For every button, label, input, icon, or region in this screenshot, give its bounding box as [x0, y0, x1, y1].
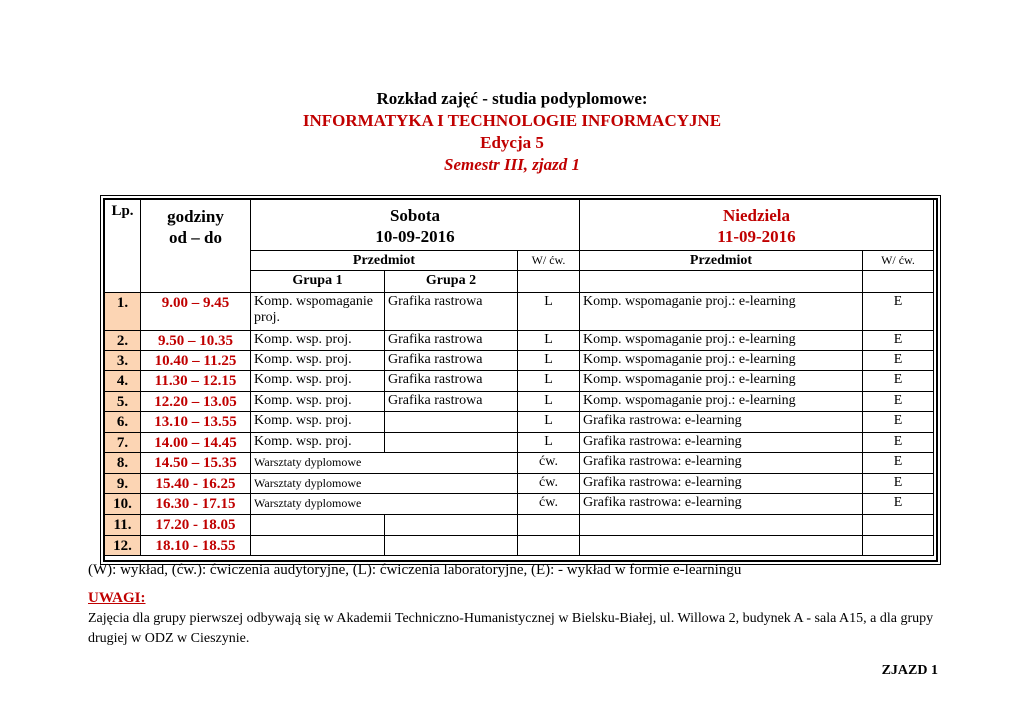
sunday-subject: Grafika rastrowa: e-learning: [580, 412, 863, 433]
hours-header-line-2: od – do: [169, 228, 222, 247]
sunday-type: E: [863, 293, 934, 331]
sunday-subject-header: Przedmiot: [580, 251, 863, 271]
saturday-subject-header: Przedmiot: [251, 251, 518, 271]
sunday-type: E: [863, 453, 934, 474]
group-1-header: Grupa 1: [251, 271, 385, 293]
saturday-type: L: [518, 392, 580, 412]
sunday-label: Niedziela: [722, 206, 791, 225]
saturday-label: Sobota: [389, 206, 441, 225]
footer-zjazd: ZJAZD 1: [881, 663, 938, 678]
row-number: 7.: [105, 433, 141, 453]
sunday-type-header: W/ ćw.: [863, 251, 934, 271]
group-1-subject: Komp. wsp. proj.: [251, 433, 385, 453]
row-hours: 13.10 – 13.55: [141, 412, 251, 433]
saturday-type: [518, 536, 580, 556]
sunday-type: [863, 515, 934, 536]
saturday-type: L: [518, 331, 580, 351]
group-1-subject: [251, 536, 385, 556]
row-hours: 17.20 - 18.05: [141, 515, 251, 536]
sunday-subject: Komp. wspomaganie proj.: e-learning: [580, 392, 863, 412]
row-hours: 12.20 – 13.05: [141, 392, 251, 412]
hours-header: [141, 200, 251, 293]
row-number: 6.: [105, 412, 141, 433]
sunday-type: E: [863, 351, 934, 371]
row-hours: 10.40 – 11.25: [141, 351, 251, 371]
saturday-type: L: [518, 351, 580, 371]
sunday-subject: Komp. wspomaganie proj.: e-learning: [580, 293, 863, 331]
sunday-type: E: [863, 433, 934, 453]
row-hours: 11.30 – 12.15: [141, 371, 251, 392]
sunday-subject: Komp. wspomaganie proj.: e-learning: [580, 351, 863, 371]
merged-subject: Warsztaty dyplomowe: [251, 494, 518, 515]
lp-header: Lp.: [105, 200, 141, 293]
sunday-header: [580, 200, 934, 251]
row-number: 5.: [105, 392, 141, 412]
saturday-type: L: [518, 412, 580, 433]
saturday-header: [251, 200, 580, 251]
uwagi-label: UWAGI:: [88, 590, 146, 606]
sunday-subject: Grafika rastrowa: e-learning: [580, 433, 863, 453]
row-hours: 16.30 - 17.15: [141, 494, 251, 515]
title-semester: Semestr III, zjazd 1: [443, 155, 581, 174]
group-1-subject: Komp. wsp. proj.: [251, 371, 385, 392]
sunday-subject: Komp. wspomaganie proj.: e-learning: [580, 331, 863, 351]
sunday-type: E: [863, 371, 934, 392]
row-hours: 18.10 - 18.55: [141, 536, 251, 556]
sunday-type: E: [863, 392, 934, 412]
title-program: INFORMATYKA I TECHNOLOGIE INFORMACYJNE: [302, 111, 722, 130]
saturday-type: ćw.: [518, 494, 580, 515]
row-hours: 15.40 - 16.25: [141, 474, 251, 494]
saturday-type: ćw.: [518, 453, 580, 474]
legend: (W): wykład, (ćw.): ćwiczenia audytoryjne, (L): ćwiczenia laboratoryjne, (E): - wykład w formie e-learningu: [88, 562, 742, 578]
row-number: 9.: [105, 474, 141, 494]
saturday-type-header: W/ ćw.: [518, 251, 580, 271]
schedule-table: [103, 198, 938, 562]
group-1-subject: Komp. wspomaganie proj.: [251, 293, 385, 331]
sunday-type: E: [863, 494, 934, 515]
row-number: 3.: [105, 351, 141, 371]
group-1-subject: Komp. wsp. proj.: [251, 392, 385, 412]
sunday-subject: [580, 536, 863, 556]
sunday-type: E: [863, 412, 934, 433]
saturday-type: L: [518, 433, 580, 453]
row-hours: 14.50 – 15.35: [141, 453, 251, 474]
sunday-subject: Grafika rastrowa: e-learning: [580, 453, 863, 474]
sunday-date: 11-09-2016: [717, 227, 796, 246]
sunday-subject: Komp. wspomaganie proj.: e-learning: [580, 371, 863, 392]
row-number: 1.: [105, 293, 141, 331]
group-2-subject: Grafika rastrowa: [385, 392, 518, 412]
row-number: 2.: [105, 331, 141, 351]
empty-cell: [580, 271, 863, 293]
group-1-subject: [251, 515, 385, 536]
sunday-subject: Grafika rastrowa: e-learning: [580, 494, 863, 515]
saturday-type: [518, 515, 580, 536]
sunday-type: [863, 536, 934, 556]
group-2-subject: [385, 536, 518, 556]
group-2-subject: [385, 433, 518, 453]
row-number: 4.: [105, 371, 141, 392]
row-hours: 14.00 – 14.45: [141, 433, 251, 453]
row-number: 11.: [105, 515, 141, 536]
row-number: 10.: [105, 494, 141, 515]
group-2-header: Grupa 2: [385, 271, 518, 293]
group-2-subject: Grafika rastrowa: [385, 331, 518, 351]
sunday-subject: Grafika rastrowa: e-learning: [580, 474, 863, 494]
sunday-type: E: [863, 474, 934, 494]
saturday-type: L: [518, 293, 580, 331]
row-hours: 9.50 – 10.35: [141, 331, 251, 351]
group-1-subject: Komp. wsp. proj.: [251, 351, 385, 371]
sunday-type: E: [863, 331, 934, 351]
title-line-1: Rozkład zajęć - studia podyplomowe:: [376, 89, 648, 108]
group-2-subject: Grafika rastrowa: [385, 351, 518, 371]
merged-subject: Warsztaty dyplomowe: [251, 453, 518, 474]
group-2-subject: Grafika rastrowa: [385, 293, 518, 331]
group-2-subject: [385, 412, 518, 433]
sunday-subject: [580, 515, 863, 536]
group-1-subject: Komp. wsp. proj.: [251, 331, 385, 351]
group-2-subject: Grafika rastrowa: [385, 371, 518, 392]
saturday-type: ćw.: [518, 474, 580, 494]
row-number: 8.: [105, 453, 141, 474]
empty-cell: [518, 271, 580, 293]
row-hours: 9.00 – 9.45: [141, 293, 251, 331]
saturday-date: 10-09-2016: [375, 227, 455, 246]
empty-cell: [863, 271, 934, 293]
group-2-subject: [385, 515, 518, 536]
hours-header-line-1: godziny: [167, 207, 224, 226]
group-1-subject: Komp. wsp. proj.: [251, 412, 385, 433]
row-number: 12.: [105, 536, 141, 556]
merged-subject: Warsztaty dyplomowe: [251, 474, 518, 494]
note-text: Zajęcia dla grupy pierwszej odbywają się w Akademii Techniczno-Humanistycznej w Bielsku-Białej, ul. Willowa 2, budynek A - sala A15, a dla grupy drugiej w ODZ w Cieszynie.: [88, 611, 934, 646]
title-edition: Edycja 5: [480, 133, 544, 152]
saturday-type: L: [518, 371, 580, 392]
